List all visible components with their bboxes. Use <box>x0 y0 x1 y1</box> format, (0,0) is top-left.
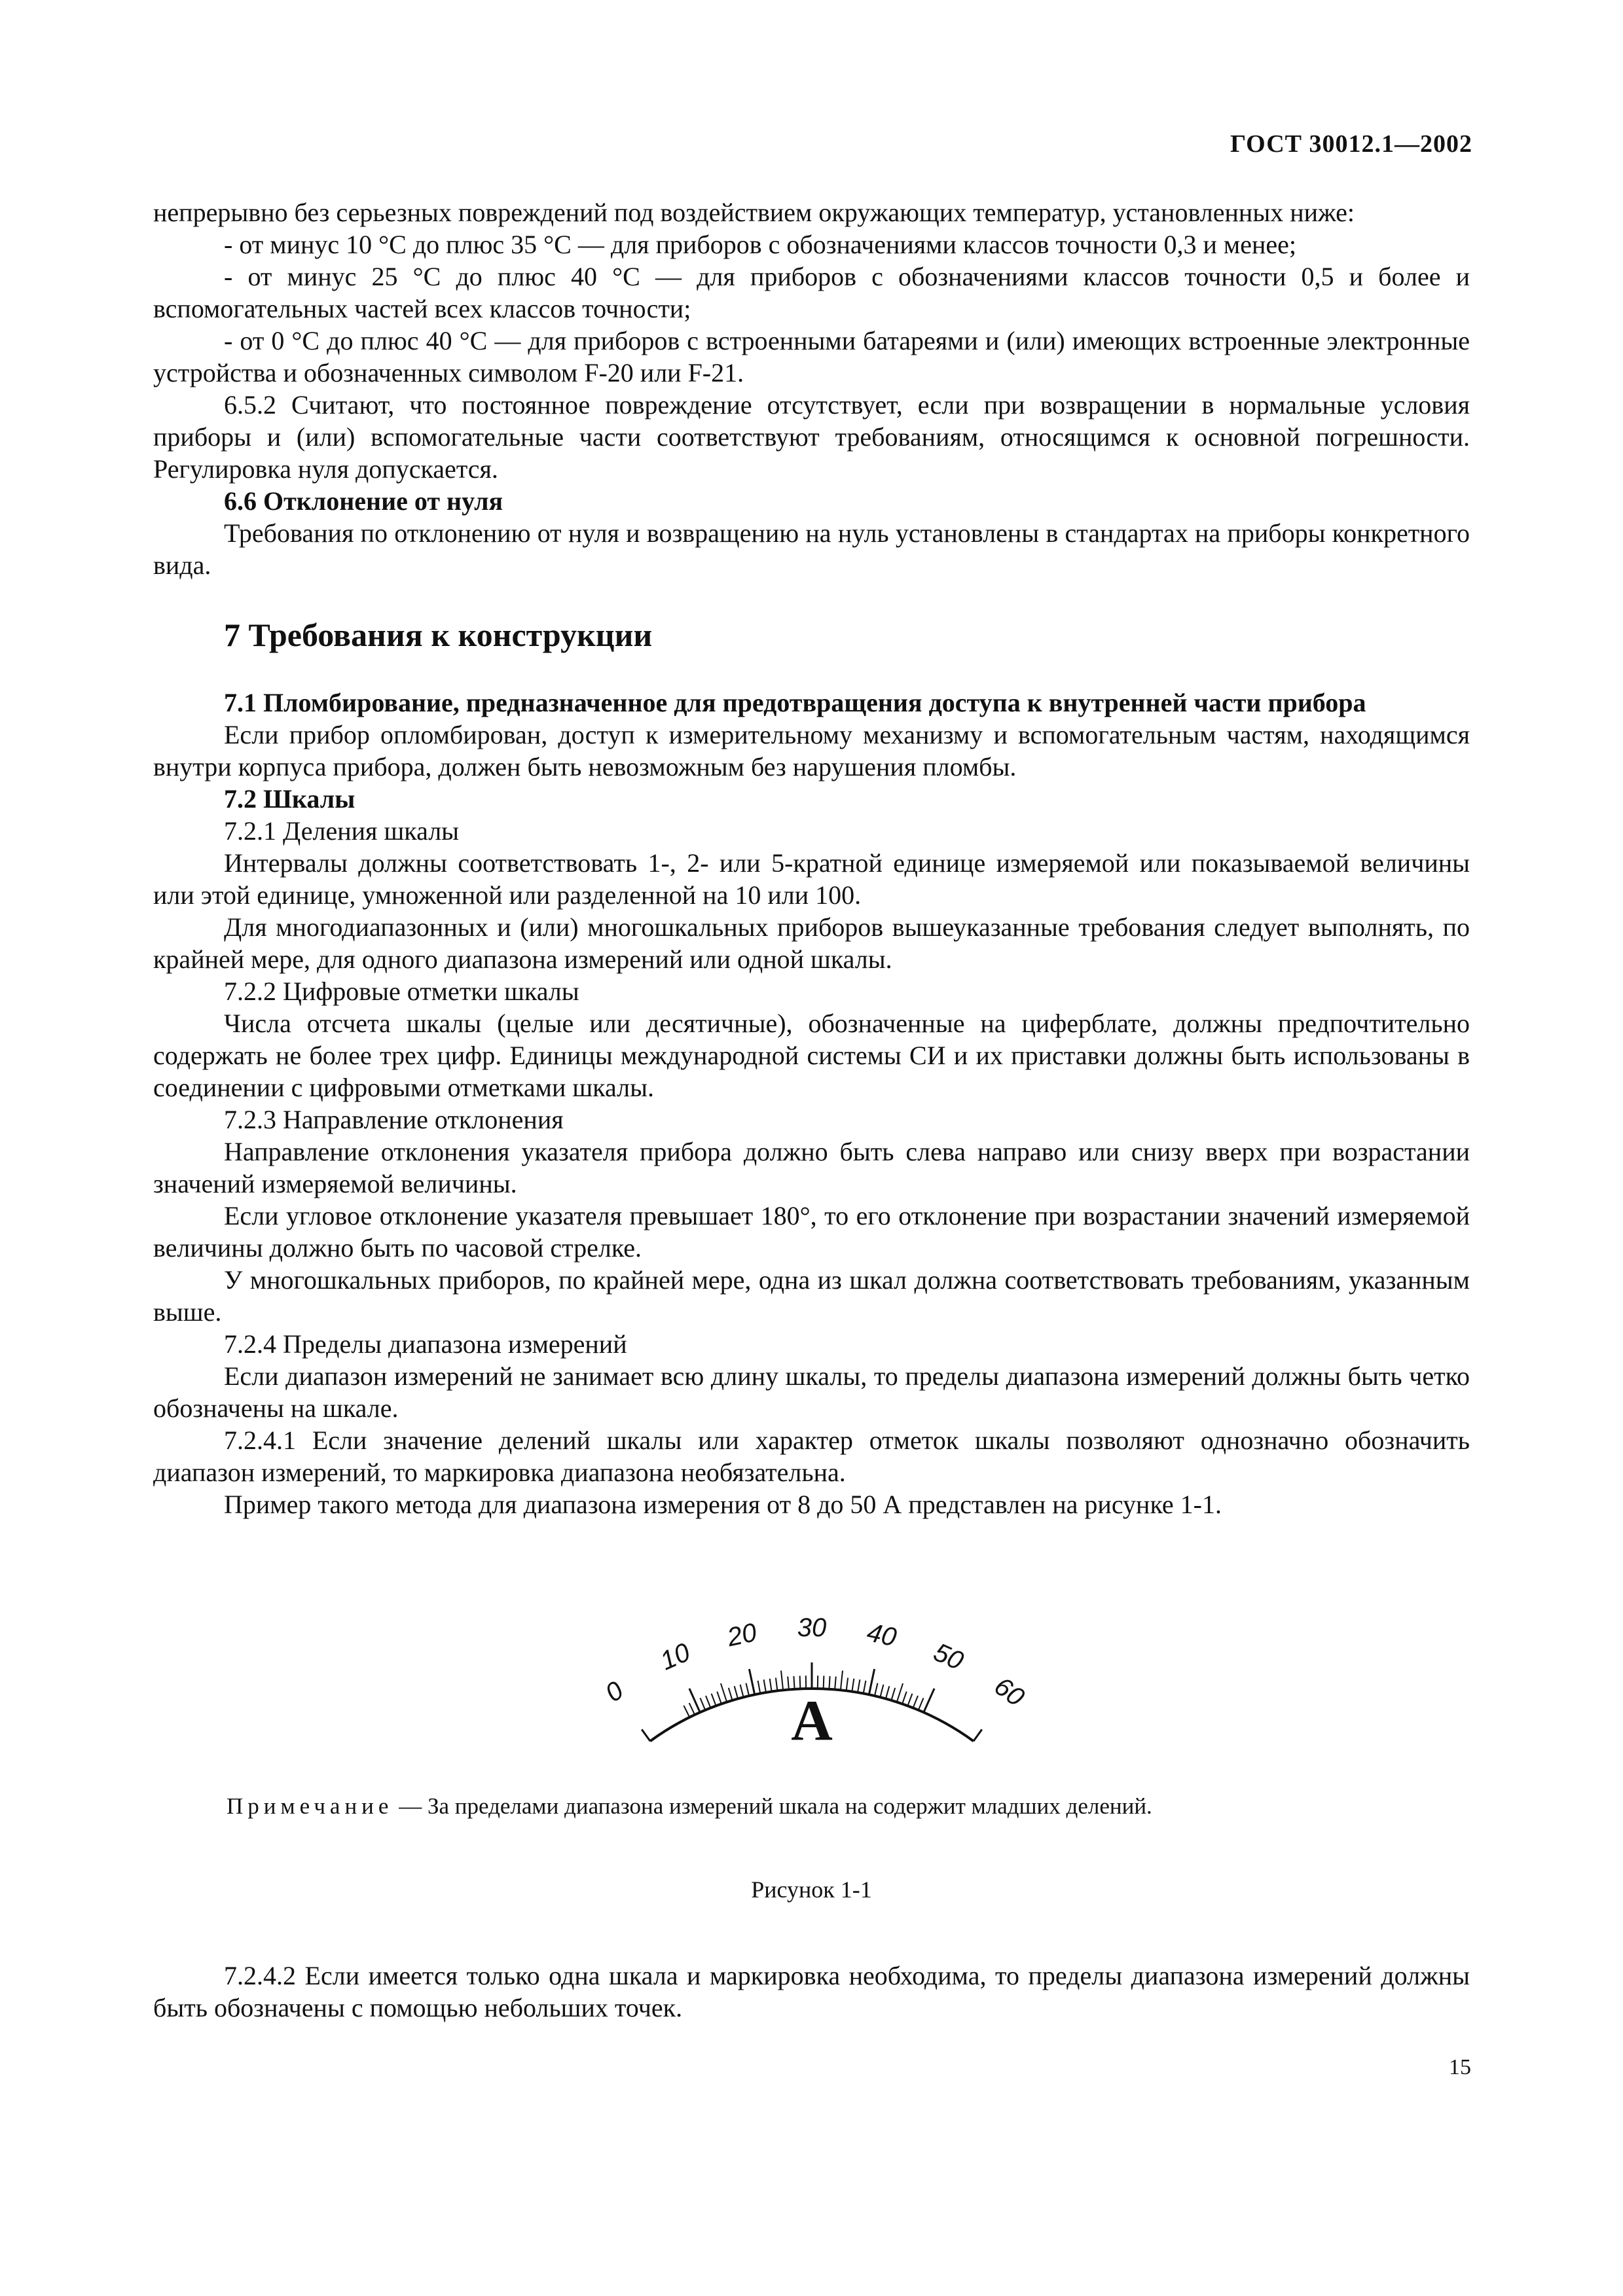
scale-tick <box>841 1671 843 1691</box>
paragraph: 7.2.4.2 Если имеется только одна шкала и маркировка необходима, то пределы диапазона измерений должны быть обозначены с помощью небольших точек. <box>153 1961 1470 2022</box>
scale-tick <box>886 1686 889 1698</box>
scale-label: 60 <box>989 1672 1030 1712</box>
paragraph: Если диапазон измерений не занимает всю длину шкалы, то пределы диапазона измерений должны быть четко обозначены на шкале. <box>153 1361 1470 1423</box>
clause-heading: 7.2.3 Направление отклонения <box>224 1105 564 1134</box>
scale-tick <box>880 1685 883 1697</box>
scale-tick <box>642 1729 650 1741</box>
scale-tick <box>907 1694 912 1706</box>
subsection-heading: 7.2 Шкалы <box>224 784 356 814</box>
scale-tick <box>764 1679 766 1693</box>
figure-note <box>227 1793 1470 1820</box>
scale-tick <box>835 1677 836 1690</box>
scale-tick <box>689 1689 700 1713</box>
scale-tick <box>770 1679 772 1692</box>
scale-tick <box>776 1678 778 1691</box>
note-text: — За пределами диапазона измерений шкала на содержит младших делений. <box>393 1793 1152 1819</box>
clause-heading: 7.2.4 Пределы диапазона измерений <box>224 1329 627 1359</box>
scale-tick <box>746 1683 750 1696</box>
paragraph: Пример такого метода для диапазона измерения от 8 до 50 А представлен на рисунке 1-1. <box>224 1490 1222 1519</box>
scale-tick <box>902 1692 907 1704</box>
paragraph: У многошкальных приборов, по крайней мере, одна из шкал должна соответствовать требованиям, указанным выше. <box>153 1265 1470 1327</box>
scale-tick <box>852 1679 854 1692</box>
scale-tick <box>829 1676 830 1689</box>
scale-tick <box>788 1677 789 1690</box>
scale-label: 20 <box>724 1618 759 1653</box>
scale-tick <box>721 1683 727 1702</box>
scale-tick <box>712 1694 716 1706</box>
paragraph: Требования по отклонению от нуля и возвращению на нуль установлены в стандартах на приборы конкретного вида. <box>153 518 1470 580</box>
scale-tick <box>701 1698 706 1710</box>
scale-tick <box>781 1671 783 1691</box>
scale-tick <box>717 1692 721 1704</box>
subsection-heading: 6.6 Отклонение от нуля <box>224 486 503 516</box>
body-text-continued <box>153 1960 1470 2024</box>
paragraph: непрерывно без серьезных повреждений под воздействием окружающих температур, установленных ниже: <box>153 198 1355 227</box>
scale-label: 10 <box>656 1638 695 1676</box>
scale-tick <box>974 1729 982 1741</box>
paragraph: Если угловое отклонение указателя превышает 180°, то его отклонение при возрастании значений измеряемой величины должно быть по часовой стрелке. <box>153 1201 1470 1263</box>
scale-tick <box>800 1676 801 1689</box>
scale-tick <box>875 1683 878 1696</box>
paragraph: Числа отсчета шкалы (целые или десятичные), обозначенные на циферблате, должны предпочтительно содержать не более трех цифр. Единицы международной системы СИ и их приставки должны быть использованы в соединении с цифровыми отметками шкалы. <box>153 1009 1470 1102</box>
scale-tick <box>869 1669 874 1695</box>
list-item: - от 0 °С до плюс 40 °С — для приборов с встроенными батареями и (или) имеющих встроенные электронные устройства и обозначенных символом F-20 или F-21. <box>153 326 1470 387</box>
scale-tick <box>864 1681 866 1694</box>
note-label: Примечание <box>227 1793 393 1819</box>
scale-tick <box>847 1678 848 1691</box>
scale-tick <box>793 1676 794 1689</box>
clause-heading: 7.2.2 Цифровые отметки шкалы <box>224 977 579 1006</box>
scale-tick <box>758 1681 761 1694</box>
paragraph: 6.5.2 Считают, что постоянное повреждение отсутствует, если при возвращении в нормальные условия приборы и (или) вспомогательные части соответствуют требованиям, относящимся к основной погрешности. Регулировка нуля допускается. <box>153 390 1470 484</box>
unit-label: А <box>791 1689 833 1753</box>
paragraph: Если прибор опломбирован, доступ к измерительному механизму и вспомогательным частям, находящимся внутри корпуса прибора, должен быть невозможным без нарушения пломбы. <box>153 720 1470 781</box>
document-header: ГОСТ 30012.1—2002 <box>1230 130 1472 158</box>
scale-tick <box>913 1696 918 1708</box>
scale-label: 30 <box>797 1613 827 1642</box>
scale-label: 50 <box>929 1638 968 1676</box>
paragraph: 7.2.4.1 Если значение делений шкалы или характер отметок шкалы позволяют однозначно обозначить диапазон измерений, то маркировка диапазона необязательна. <box>153 1426 1470 1487</box>
section-heading: 7 Требования к конструкции <box>224 617 653 653</box>
body-text <box>153 196 1470 1520</box>
list-item: - от минус 25 °С до плюс 40 °С — для приборов с обозначениями классов точности 0,5 и более и вспомогательных частей всех классов точности; <box>153 262 1470 323</box>
figure-caption: Рисунок 1-1 <box>751 1876 872 1903</box>
scale-tick <box>684 1706 689 1717</box>
clause-heading: 7.2.1 Деления шкалы <box>224 816 460 846</box>
scale-tick <box>897 1683 903 1702</box>
paragraph: Для многодиапазонных и (или) многошкальных приборов вышеуказанные требования следует выполнять, по крайней мере, для одного диапазона измерений или одной шкалы. <box>153 912 1470 974</box>
paragraph: Направление отклонения указателя прибора должно быть слева направо или снизу вверх при возрастании значений измеряемой величины. <box>153 1137 1470 1198</box>
scale-tick <box>729 1688 733 1700</box>
scale-tick <box>858 1679 860 1693</box>
scale-tick <box>740 1685 744 1697</box>
list-item: - от минус 10 °С до плюс 35 °С — для приборов с обозначениями классов точности 0,3 и менее; <box>224 230 1297 259</box>
subsection-heading: 7.1 Пломбирование, предназначенное для предотвращения доступа к внутренней части прибора <box>224 688 1366 717</box>
scale-tick <box>924 1689 934 1713</box>
page-number: 15 <box>1449 2055 1471 2079</box>
scale-tick <box>749 1669 754 1695</box>
scale-tick <box>891 1688 895 1700</box>
scale-figure <box>589 1597 1034 1780</box>
scale-tick <box>735 1686 738 1698</box>
scale-label: 0 <box>600 1676 629 1708</box>
scale-tick <box>689 1703 695 1715</box>
paragraph: Интервалы должны соответствовать 1-, 2- или 5-кратной единице измеряемой или показываемой величины или этой единице, умноженной или разделенной на 10 или 100. <box>153 848 1470 910</box>
scale-tick <box>919 1698 924 1710</box>
scale-label: 40 <box>864 1618 900 1653</box>
scale-tick <box>706 1696 710 1708</box>
